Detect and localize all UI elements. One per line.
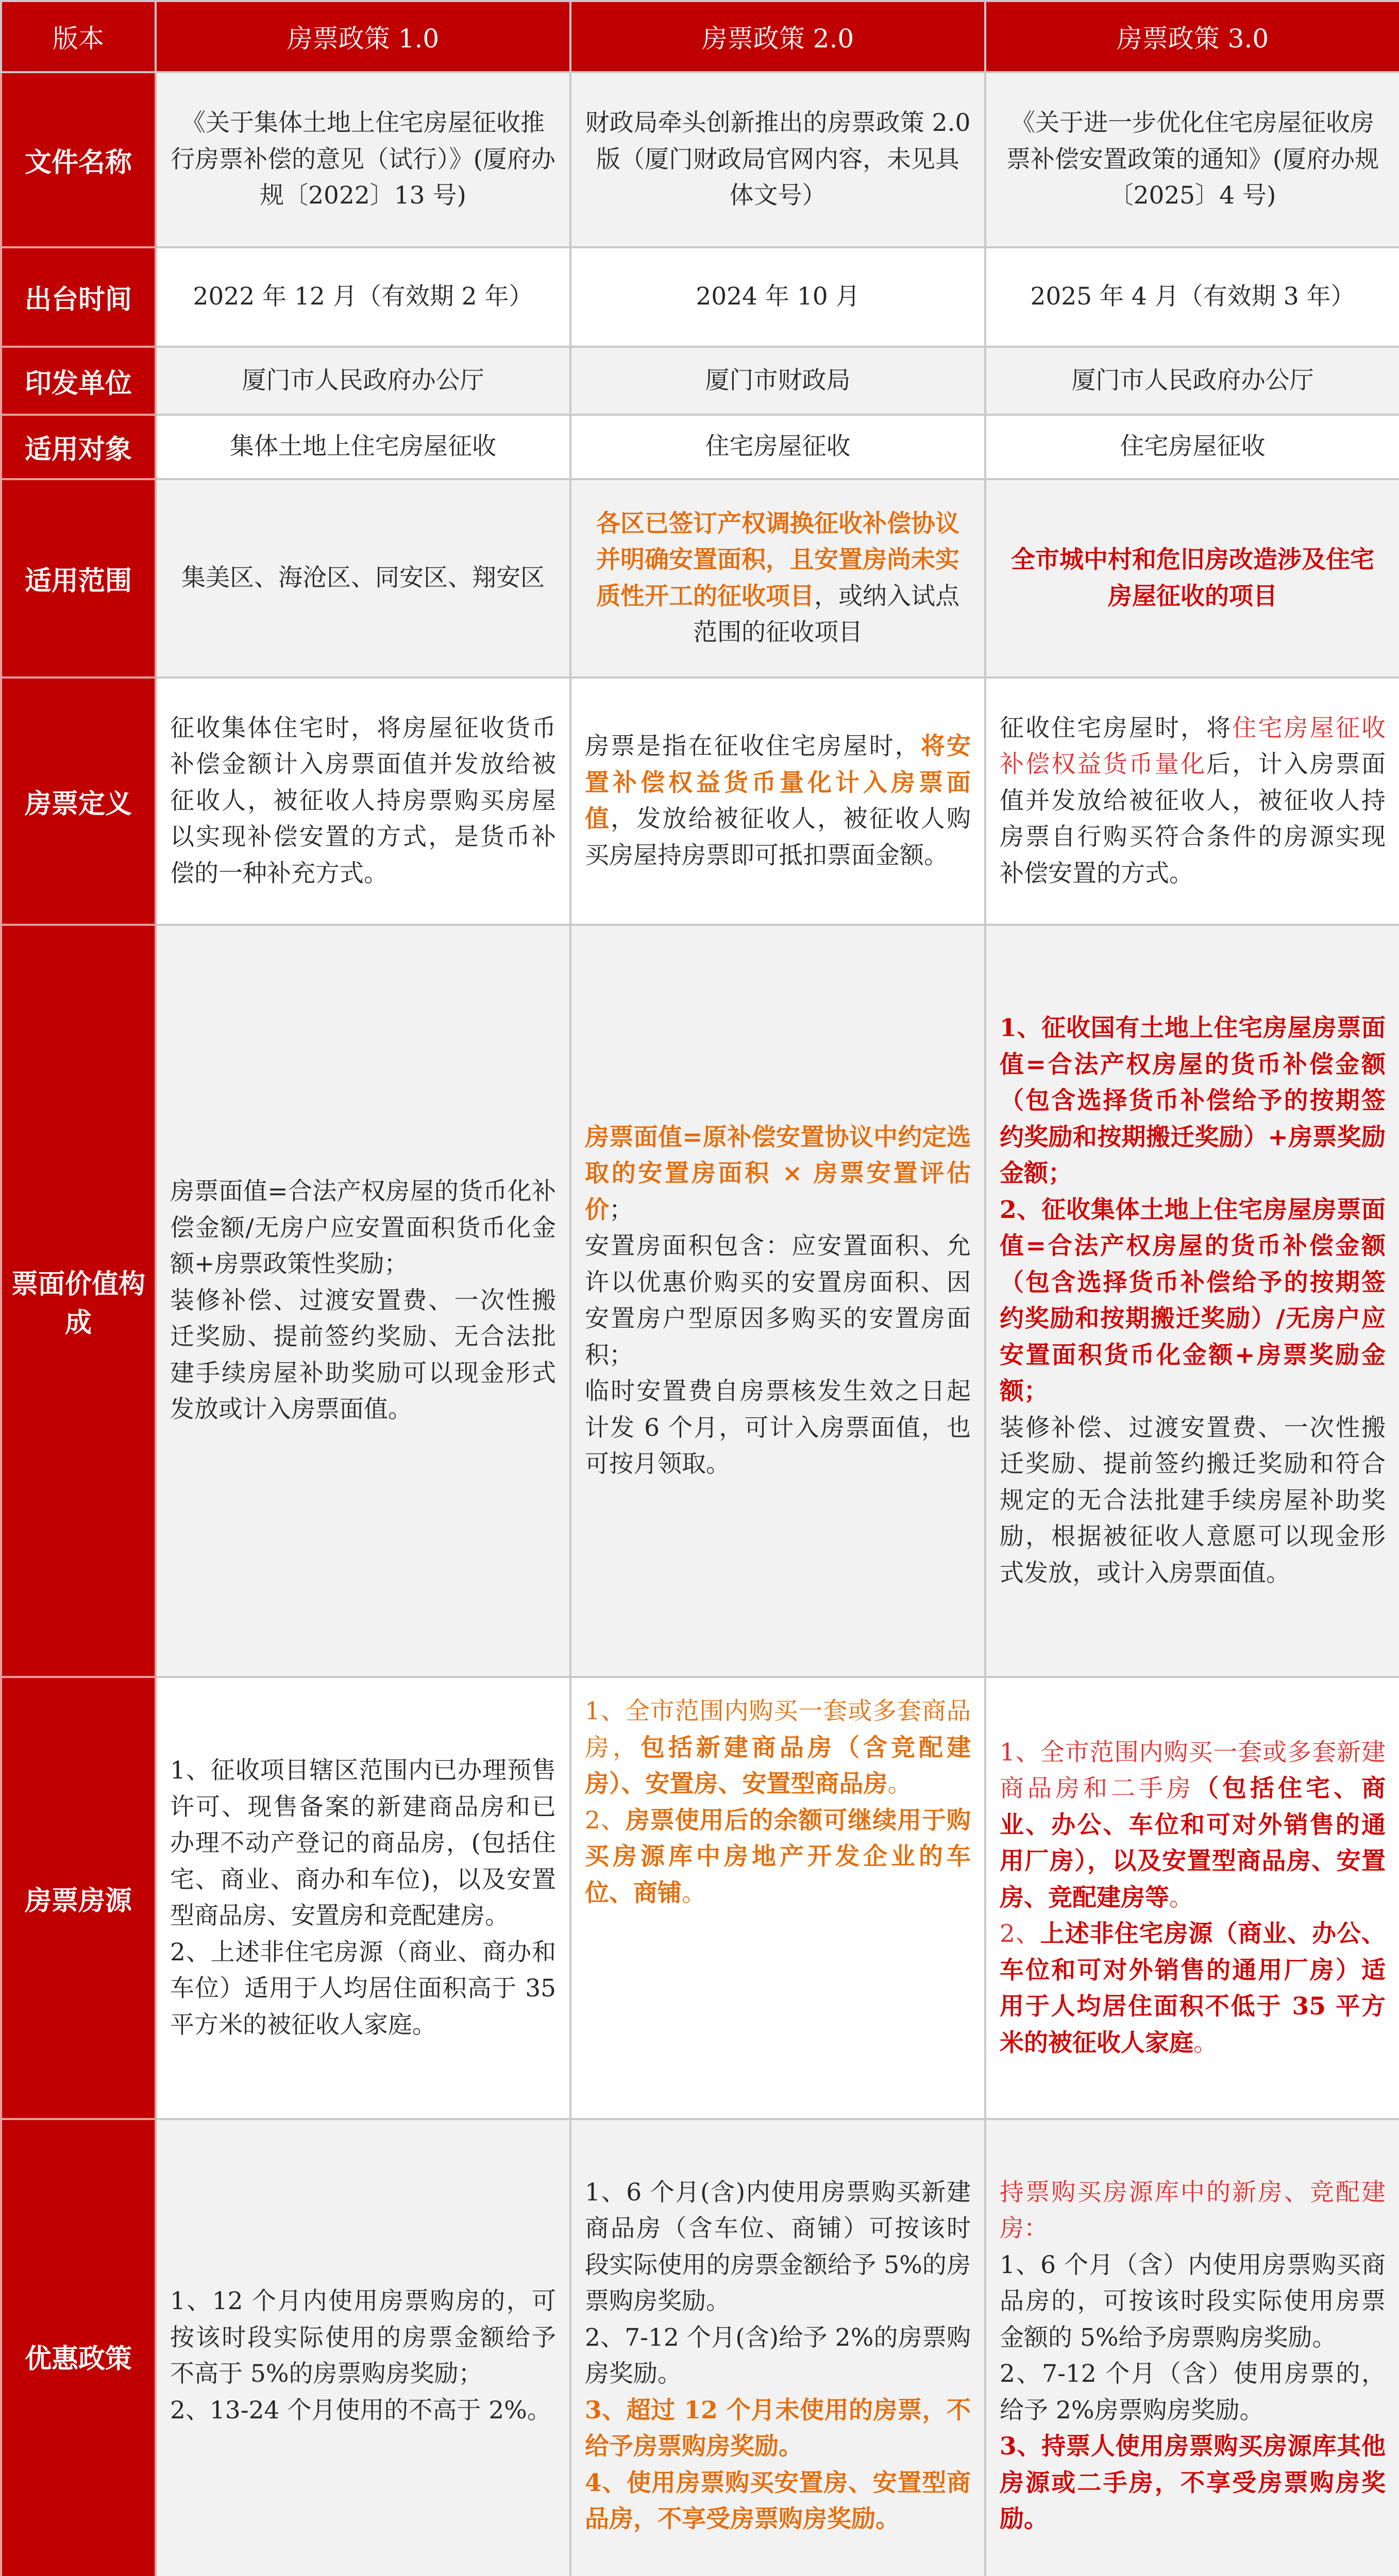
- scope-v2: [570, 479, 985, 677]
- scope-v3: [985, 479, 1399, 677]
- source-v2: [570, 1677, 985, 2119]
- header-row: [1, 1, 1399, 72]
- value-v1: 房票面值=合法产权房屋的货币化补偿金额/无房户应安置面积货币化金额+房票政策性奖励； 装修补偿、过渡安置费、一次性搬迁奖励、提前签约奖励、无合法批建手续房屋补助奖励可以现金形式发放或计入房票面值。: [156, 925, 570, 1677]
- row-issue-time: [1, 247, 1399, 347]
- row-target: [1, 415, 1399, 479]
- scope-v3-highlight: 全市城中村和危旧房改造涉及住宅房屋征收的项目: [1011, 546, 1374, 611]
- value-v3-highlight-1: 1、征收国有土地上住宅房屋房票面值=合法产权房屋的货币补偿金额（包含选择货币补偿给予的按期签约奖励和按期搬迁奖励）+房票奖励金额；: [1000, 1014, 1386, 1188]
- source-v3-part2: 。 2、: [1000, 1883, 1193, 1948]
- discount-v3: [985, 2119, 1399, 2576]
- header-version: 版本: [1, 1, 156, 72]
- definition-v3: [985, 677, 1399, 925]
- value-v2: [570, 925, 985, 1677]
- value-v3-highlight-2: 2、征收集体土地上住宅房屋房票面值=合法产权房屋的货币补偿金额（包含选择货币补偿给予的按期签约奖励和按期搬迁奖励）/无房户应安置面积货币化金额+房票奖励金额；: [1000, 1195, 1386, 1405]
- issuer-v2: 厦门市财政局: [570, 347, 985, 415]
- target-v3: 住宅房屋征收: [985, 415, 1399, 479]
- row-definition: [1, 677, 1399, 925]
- value-v3: [985, 925, 1399, 1677]
- row-label-target: 适用对象: [1, 415, 156, 479]
- definition-v1: 征收集体住宅时，将房屋征收货币补偿金额计入房票面值并发放给被征收人，被征收人持房票购买房屋以实现补偿安置的方式，是货币补偿的一种补充方式。: [156, 677, 570, 925]
- source-v1: 1、征收项目辖区范围内已办理预售许可、现售备案的新建商品房和已办理不动产登记的商品房，(包括住宅、商业、商办和车位)，以及安置型商品房、安置房和竞配建房。 2、上述非住宅房源（商业、商办和车位）适用于人均居住面积高于 35 平方米的被征收人家庭。: [156, 1677, 570, 2119]
- value-v2-highlight: 房票面值=原补偿安置协议中约定选取的安置房面积 × 房票安置评估价: [585, 1123, 971, 1224]
- scope-v1: 集美区、海沧区、同安区、翔安区: [156, 479, 570, 677]
- row-label-issuer: 印发单位: [1, 347, 156, 415]
- discount-v2-a: 1、6 个月(含)内使用房票购买新建商品房（含车位、商铺）可按该时段实际使用的房票金额给予 5%的房票购房奖励。 2、7-12 个月(含)给予 2%的房票购房奖励。: [585, 2178, 971, 2388]
- source-v2-part2: 。 2、: [585, 1770, 912, 1835]
- definition-v2-highlight: 将安置补偿权益货币量化计入房票面值: [585, 732, 971, 833]
- row-doc-name: [1, 72, 1399, 247]
- discount-v3-highlight: 3、持票人使用房票购买房源库其他房源或二手房，不享受房票购房奖励。: [1000, 2432, 1386, 2533]
- source-v3: [985, 1677, 1399, 2119]
- row-source: [1, 1677, 1399, 2119]
- target-v2: 住宅房屋征收: [570, 415, 985, 479]
- row-label-discount: 优惠政策: [1, 2119, 156, 2576]
- doc-name-v2: 财政局牵头创新推出的房票政策 2.0 版（厦门财政局官网内容，未见具体文号）: [570, 72, 985, 247]
- row-label-source: 房票房源: [1, 1677, 156, 2119]
- issue-time-v3: 2025 年 4 月（有效期 3 年）: [985, 247, 1399, 347]
- header-v1: 房票政策 1.0: [156, 1, 570, 72]
- header-v3: 房票政策 3.0: [985, 1, 1399, 72]
- definition-v3-a: 征收住宅房屋时，将: [1000, 714, 1233, 742]
- source-v3-part3: 。: [1193, 2028, 1218, 2057]
- issuer-v1: 厦门市人民政府办公厅: [156, 347, 570, 415]
- target-v1: 集体土地上住宅房屋征收: [156, 415, 570, 479]
- row-scope: [1, 479, 1399, 677]
- row-label-doc-name: 文件名称: [1, 72, 156, 247]
- row-label-issue-time: 出台时间: [1, 247, 156, 347]
- scope-v2-highlight: 各区已签订产权调换征收补偿协议并明确安置面积，且安置房尚未实质性开工的征收项目: [596, 509, 959, 611]
- discount-v3-lead: 持票购买房源库中的新房、竞配建房：: [1000, 2178, 1386, 2243]
- doc-name-v1: 《关于集体土地上住宅房屋征收推行房票补偿的意见（试行）》(厦府办规〔2022〕13 号): [156, 72, 570, 247]
- row-label-value: 票面价值构成: [1, 925, 156, 1677]
- doc-name-v3: 《关于进一步优化住宅房屋征收房票补偿安置政策的通知》(厦府办规〔2025〕4 号): [985, 72, 1399, 247]
- source-v2-bold1: 包括新建商品房（含竞配建房）、安置房、安置型商品房: [585, 1733, 971, 1798]
- source-v2-bold2: 房票使用后的余额可继续用于购买房源库中房地产开发企业的车位、商铺: [585, 1806, 971, 1907]
- value-v2-tail: ； 安置房面积包含：应安置面积、允许以优惠价购买的安置房面积、因安置房户型原因多购买的安置房面积； 临时安置费自房票核发生效之日起计发 6 个月，可计入房票面值，也可按月领取。: [585, 1195, 971, 1478]
- issuer-v3: 厦门市人民政府办公厅: [985, 347, 1399, 415]
- header-v2: 房票政策 2.0: [570, 1, 985, 72]
- issue-time-v2: 2024 年 10 月: [570, 247, 985, 347]
- definition-v2: [570, 677, 985, 925]
- row-label-definition: 房票定义: [1, 677, 156, 925]
- source-v3-bold2: 上述非住宅房源（商业、办公、车位和可对外销售的通用厂房）适用于人均居住面积不低于 35 平方米的被征收人家庭: [1000, 1920, 1386, 2057]
- definition-v2-a: 房票是指在征收住宅房屋时，: [585, 732, 921, 760]
- discount-v3-a: 1、6 个月（含）内使用房票购买商品房的，可按该时段实际使用房票金额的 5%给予房票购房奖励。 2、7-12 个月（含）使用房票的，给予 2%房票购房奖励。: [1000, 2250, 1386, 2425]
- discount-v2: [570, 2119, 985, 2576]
- discount-v1: 1、12 个月内使用房票购房的，可按该时段实际使用的房票金额给予不高于 5%的房票购房奖励； 2、13-24 个月使用的不高于 2%。: [156, 2119, 570, 2576]
- definition-v3-highlight: 住宅房屋征收补偿权益货币量化: [1000, 714, 1386, 779]
- definition-v2-b: ，发放给被征收人，被征收人购买房屋持房票即可抵扣票面金额。: [585, 805, 971, 870]
- scope-v2-tail: ，或纳入试点范围的征收项目: [693, 582, 959, 647]
- value-v3-tail: 装修补偿、过渡安置费、一次性搬迁奖励、提前签约搬迁奖励和符合规定的无合法批建手续房屋补助奖励，根据被征收人意愿可以现金形式发放，或计入房票面值。: [1000, 1413, 1386, 1587]
- source-v3-bold1: （包括住宅、商业、办公、车位和可对外销售的通用厂房），以及安置型商品房、安置房、竞配建房等: [1000, 1774, 1386, 1912]
- definition-v3-b: 后，计入房票面值并发放给被征收人，被征收人持房票自行购买符合条件的房源实现补偿安置的方式。: [1000, 750, 1386, 888]
- row-discount: [1, 2119, 1399, 2576]
- source-v2-part1: 1、全市范围内购买一套或多套商品房，: [585, 1697, 971, 1762]
- source-v2-part3: 。: [682, 1878, 706, 1907]
- source-v3-part1: 1、全市范围内购买一套或多套新建商品房和二手房: [1000, 1738, 1386, 1803]
- discount-v2-highlight: 3、超过 12 个月未使用的房票，不给予房票购房奖励。 4、使用房票购买安置房、安置型商品房，不享受房票购房奖励。: [585, 2396, 971, 2533]
- issue-time-v1: 2022 年 12 月（有效期 2 年）: [156, 247, 570, 347]
- row-label-scope: 适用范围: [1, 479, 156, 677]
- row-value: [1, 925, 1399, 1677]
- row-issuer: [1, 347, 1399, 415]
